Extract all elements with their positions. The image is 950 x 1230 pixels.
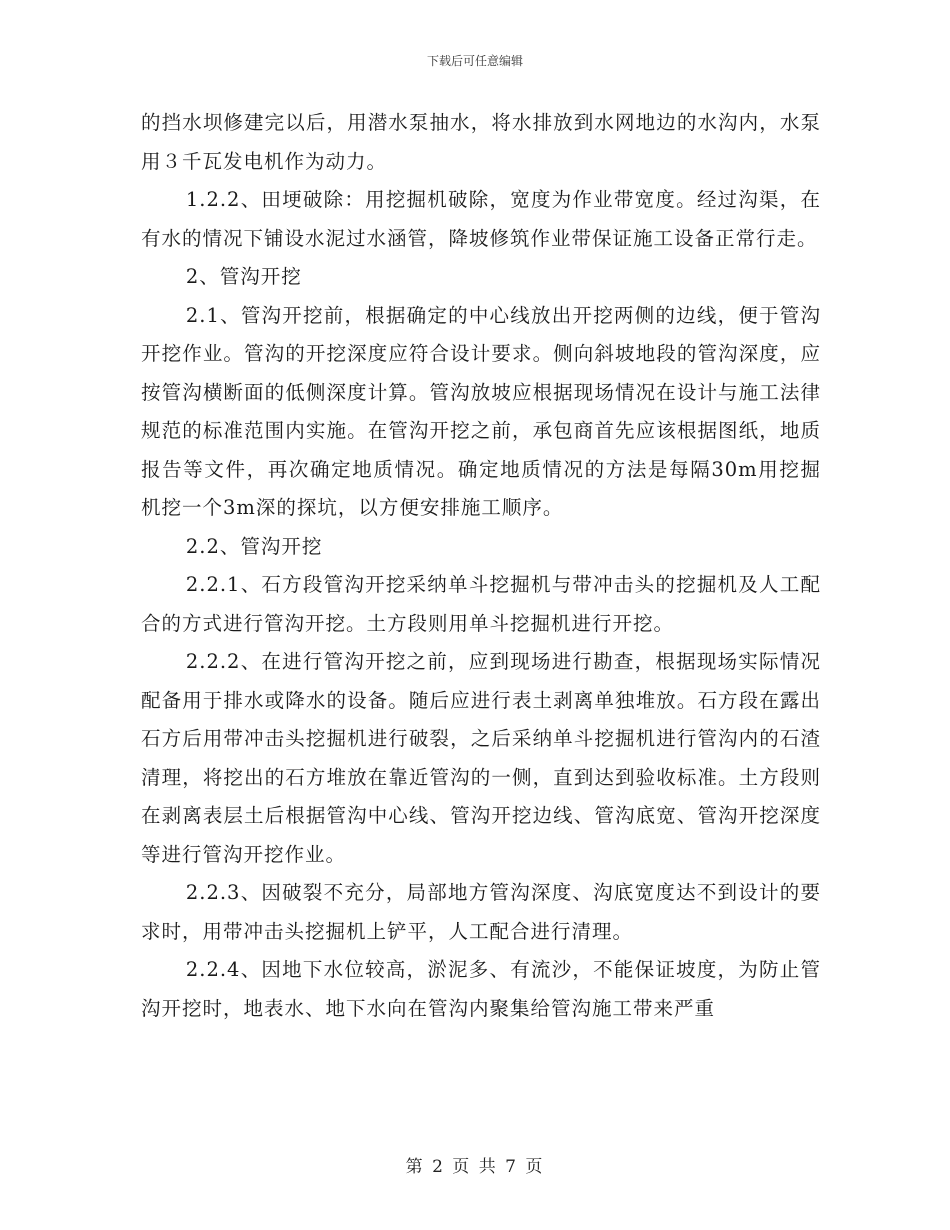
page-number-footer: 第 2 页 共 7 页: [405, 1157, 545, 1177]
paragraph-1-2-2: 1.2.2、田埂破除：用挖掘机破除，宽度为作业带宽度。经过沟渠，在有水的情况下铺设水泥过水涵管，降坡修筑作业带保证施工设备正常行走。: [141, 188, 821, 250]
section-heading-2: 2、管沟开挖: [185, 265, 302, 288]
paragraph-continuation: 的挡水坝修建完以后，用潜水泵抽水，将水排放到水网地边的水沟内，水泵用３千瓦发电机作为动力。: [141, 111, 821, 173]
document-body: [141, 104, 821, 1028]
paragraph-2-1: 2.1、管沟开挖前，根据确定的中心线放出开挖两侧的边线，便于管沟开挖作业。管沟的开挖深度应符合设计要求。侧向斜坡地段的管沟深度，应按管沟横断面的低侧深度计算。管沟放坡应根据现场情况在设计与施工法律规范的标准范围内实施。在管沟开挖之前，承包商首先应该根据图纸，地质报告等文件，再次确定地质情况。确定地质情况的方法是每隔30m用挖掘机挖一个3m深的探坑，以方便安排施工顺序。: [141, 303, 821, 519]
paragraph-2-2-2: 2.2.2、在进行管沟开挖之前，应到现场进行勘查，根据现场实际情况配备用于排水或降水的设备。随后应进行表土剥离单独堆放。石方段在露出石方后用带冲击头挖掘机进行破裂，之后采纳单斗挖掘机进行管沟内的石渣清理，将挖出的石方堆放在靠近管沟的一侧，直到达到验收标准。土方段则在剥离表层土后根据管沟中心线、管沟开挖边线、管沟底宽、管沟开挖深度等进行管沟开挖作业。: [141, 650, 821, 866]
paragraph-2-2-4: 2.2.4、因地下水位较高，淤泥多、有流沙，不能保证坡度，为防止管沟开挖时，地表水、地下水向在管沟内聚集给管沟施工带来严重: [141, 958, 821, 1020]
page-header-note: 下载后可任意编辑: [426, 54, 523, 68]
paragraph-2-2-1: 2.2.1、石方段管沟开挖采纳单斗挖掘机与带冲击头的挖掘机及人工配合的方式进行管沟开挖。土方段则用单斗挖掘机进行开挖。: [141, 573, 821, 635]
section-heading-2-2: 2.2、管沟开挖: [185, 534, 323, 558]
paragraph-2-2-3: 2.2.3、因破裂不充分，局部地方管沟深度、沟底宽度达不到设计的要求时，用带冲击头挖掘机上铲平，人工配合进行清理。: [141, 881, 821, 943]
